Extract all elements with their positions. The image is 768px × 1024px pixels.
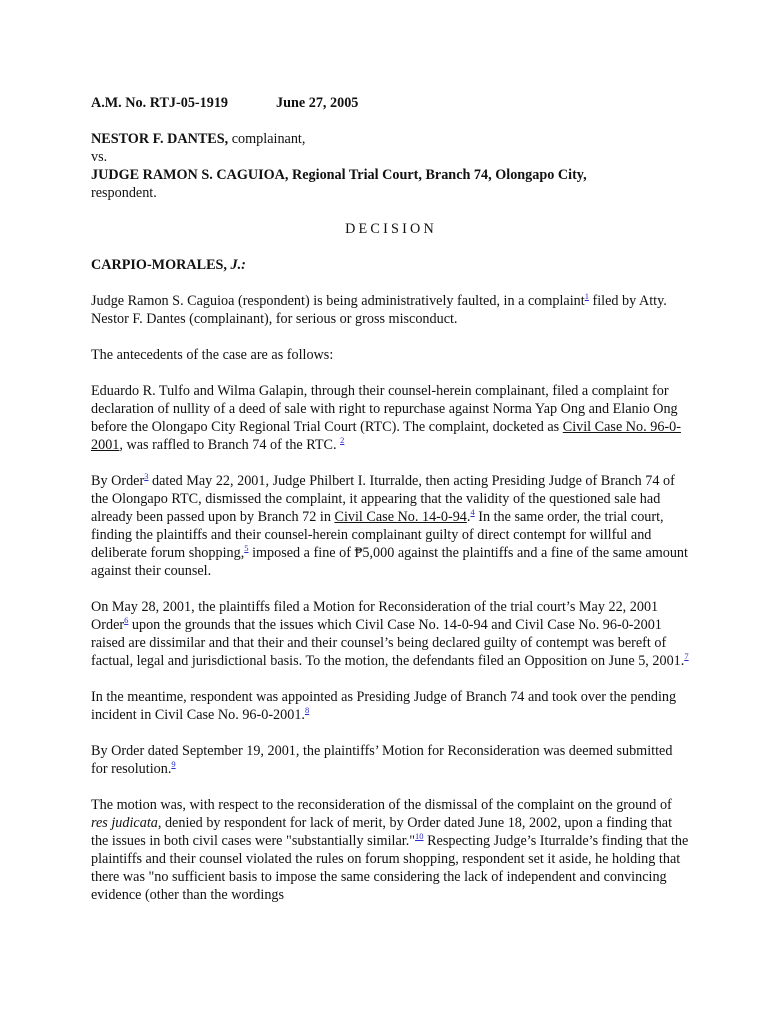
complainant-name: NESTOR F. DANTES, bbox=[91, 131, 229, 147]
footnote-link-5[interactable]: 5 bbox=[244, 543, 249, 553]
footnote-link-9[interactable]: 9 bbox=[171, 759, 176, 769]
ponente bbox=[91, 256, 691, 274]
res-judicata-term: res judicata bbox=[91, 815, 158, 831]
complainant-line bbox=[91, 130, 691, 148]
parties-block bbox=[91, 130, 691, 202]
footnote-link-2[interactable]: 2 bbox=[340, 435, 345, 445]
case-reference-96-0-2001: Civil Case No. 96-0-2001 bbox=[91, 419, 681, 453]
footnote-link-7[interactable]: 7 bbox=[684, 651, 689, 661]
footnote-link-10[interactable]: 10 bbox=[415, 831, 424, 841]
paragraph-4: By Order$^3$ dated May 22, 2001, Judge Philbert I. Iturralde, then acting Presiding Judge of Branch 74 of the Olongapo RTC, dismissed the complaint, it appearing that the validity of the questioned sale had already been passed upon by Branch 72 in Civil Case No. 14-0-94.$^4$ In the same order, the trial court, finding the plaintiffs and their counsel-herein complainant guilty of direct contempt for willful and deliberate forum shopping,$^5$ imposed a fine of ₱5,000 against the plaintiffs and a fine of the same amount against their counsel. bbox=[91, 471, 688, 579]
complainant-role: complainant, bbox=[228, 131, 306, 147]
ponente-title: J.: bbox=[230, 257, 246, 273]
respondent-name: JUDGE RAMON S. CAGUIOA, Regional Trial Court, Branch 74, Olongapo City, bbox=[91, 167, 587, 183]
decision-document bbox=[91, 94, 691, 922]
ponente-name: CARPIO-MORALES, bbox=[91, 257, 227, 273]
decision-title: DECISION bbox=[345, 221, 437, 237]
footnote-link-6[interactable]: 6 bbox=[124, 615, 129, 625]
paragraph-7: By Order dated September 19, 2001, the plaintiffs’ Motion for Reconsideration was deemed submitted for resolution.$^9$ bbox=[91, 743, 673, 777]
footnote-link-1[interactable]: 1 bbox=[584, 291, 589, 301]
case-number: A.M. No. RTJ-05-1919 bbox=[91, 95, 229, 111]
paragraph-2: The antecedents of the case are as follows: bbox=[91, 347, 334, 363]
paragraph-8: The motion was, with respect to the reconsideration of the dismissal of the complaint on the ground of res judicata, denied by respondent for lack of merit, by Order dated June 18, 2002, upon a finding that the issues in both civil cases were "substantially similar."$^{10}$ Respecting Judge’s Iturralde’s finding that the plaintiffs and their counsel violated the rules on forum shopping, respondent set it aside, he holding that there was "no sufficient basis to impose the same considering the lack of independent and convincing evidence (other than the wordings bbox=[91, 797, 689, 903]
case-reference-14-0-94: Civil Case No. 14-0-94 bbox=[334, 509, 467, 525]
decision-date: June 27, 2005 bbox=[276, 95, 359, 111]
footnote-link-8[interactable]: 8 bbox=[304, 705, 310, 715]
case-header bbox=[91, 94, 691, 112]
footnote-link-4[interactable]: 4 bbox=[470, 507, 475, 517]
paragraph-6: In the meantime, respondent was appointed as Presiding Judge of Branch 74 and took over the pending incident in Civil Case No. 96-0-2001.$^8$ bbox=[91, 689, 677, 723]
paragraph-5: On May 28, 2001, the plaintiffs filed a Motion for Reconsideration of the trial court’s May 22, 2001 Order$^6$ upon the grounds that the issues which Civil Case No. 14-0-94 and Civil Case No. 96-0-2001 raised are dissimilar and that their and their counsel’s being declared guilty of contempt was bereft of factual, legal and jurisdictional basis. To the motion, the defendants filed an Opposition on June 5, 2001.$^7$ bbox=[91, 599, 689, 669]
paragraph-1: Judge Ramon S. Caguioa (respondent) is being administratively faulted, in a complaint$^1$ filed by Atty. Nestor F. Dantes (complainant), for serious or gross misconduct. bbox=[91, 291, 667, 327]
paragraph-3: Eduardo R. Tulfo and Wilma Galapin, through their counsel-herein complainant, filed a complaint for declaration of nullity of a deed of sale with right to repurchase against Norma Yap Ong and Elanio Ong before the Olongapo City Regional Trial Court (RTC). The complaint, docketed as Civil Case No. 96-0-2001, was raffled to Branch 74 of the RTC. $^2$ bbox=[91, 383, 681, 453]
respondent-role: respondent. bbox=[91, 185, 157, 201]
versus-label: vs. bbox=[91, 149, 108, 165]
footnote-link-3[interactable]: 3 bbox=[144, 471, 149, 481]
